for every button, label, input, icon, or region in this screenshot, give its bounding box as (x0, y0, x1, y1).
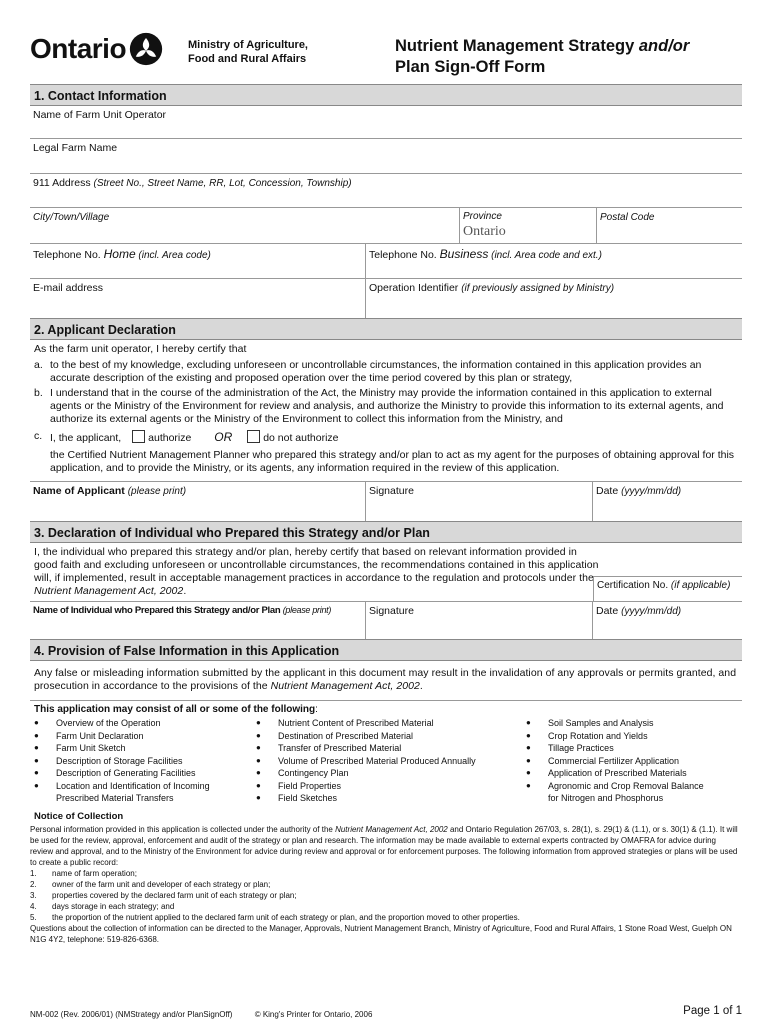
form-number: NM-002 (Rev. 2006/01) (NMStrategy and/or PlanSignOff) (30, 1010, 233, 1019)
contents-list-item: ● Field Properties (256, 780, 342, 791)
declaration-item-b: b. I understand that in the course of the administration of the Act, the Ministry may provide the information contained in this application to external agents or the Ministry of the Environment for review and analysis, and authorize the Ministry to provide this information to its external agents, and authorize its external agents or the Ministry of the Environment to collect this information from the Ministry, and (34, 387, 724, 425)
contents-list-item: ● Agronomic and Crop Removal Balance for Nitrogen and Phosphorus (526, 780, 704, 803)
logo-wordmark: Ontario (30, 33, 127, 64)
province-field[interactable]: Province Ontario (460, 208, 597, 243)
bullet-icon: ● (256, 743, 261, 752)
public-record-list (30, 868, 738, 923)
sign-off-form (30, 84, 742, 945)
do-not-authorize-checkbox[interactable] (247, 430, 260, 443)
telephone-home-field[interactable]: Telephone No. Home (incl. Area code) (30, 244, 366, 278)
city-field[interactable]: City/Town/Village (30, 208, 460, 243)
public-record-item: 3. properties covered by the declared farm unit of each strategy or plan; (30, 890, 297, 900)
contents-column-1 (34, 717, 256, 805)
contents-list-item: ● Application of Prescribed Materials (526, 768, 687, 778)
section-1-heading: 1. Contact Information (30, 84, 742, 106)
email-field[interactable]: E-mail address (30, 279, 366, 318)
contents-list-item: ● Farm Unit Declaration (34, 730, 144, 741)
ontario-logo (30, 32, 163, 66)
page-number: Page 1 of 1 (683, 1005, 742, 1017)
ministry-name: Ministry of Agriculture, Food and Rural Affairs (188, 39, 308, 65)
form-footer (30, 1005, 742, 1019)
contents-list-item: ● Transfer of Prescribed Material (256, 743, 402, 753)
contents-list-item: ● Field Sketches (256, 793, 338, 803)
bullet-icon: ● (526, 743, 531, 752)
section-3-heading: 3. Declaration of Individual who Prepared this Strategy and/or Plan (30, 521, 742, 543)
declaration-item-c: c. I, the applicant, authorize OR do not authorize the Certified Nutrient Management Planner who prepared this strategy and/or plan to act as my agent for the purposes of obtaining approval for this application, and to provide the Ministry, or its agents, any information required in the review of this application. (34, 430, 735, 474)
bullet-icon: ● (526, 780, 531, 790)
application-contents-heading: This application may consist of all or some of the following: (30, 700, 742, 715)
contents-list-item: ● Crop Rotation and Yields (526, 730, 648, 741)
applicant-signature-field[interactable]: Signature (366, 482, 593, 521)
public-record-item: 1. name of farm operation; (30, 868, 137, 878)
preparer-name-field[interactable]: Name of Individual who Prepared this Strategy and/or Plan (please print) (30, 602, 366, 639)
false-information-text: Any false or misleading information submitted by the applicant in this document may result in the invalidation of any approvals or permits granted, and prosecution in accordance to the provisions of the Nutrient Management Act, 2002. (34, 667, 737, 692)
operation-identifier-field[interactable]: Operation Identifier (if previously assigned by Ministry) (369, 282, 615, 294)
application-contents-list (30, 715, 742, 805)
bullet-icon: ● (34, 768, 39, 777)
bullet-icon: ● (526, 718, 531, 727)
telephone-business-field[interactable]: Telephone No. Business (incl. Area code and ext.) (369, 247, 602, 261)
notice-of-collection-heading: Notice of Collection (34, 810, 124, 822)
bullet-icon: ● (256, 718, 261, 727)
certification-number-field[interactable]: Certification No. (if applicable) (593, 576, 742, 602)
address-field[interactable]: 911 Address (Street No., Street Name, RR, Lot, Concession, Township) (30, 174, 742, 208)
section-4-heading: 4. Provision of False Information in this Application (30, 639, 742, 661)
farm-operator-field[interactable]: Name of Farm Unit Operator (30, 106, 742, 139)
legal-farm-name-field[interactable]: Legal Farm Name (30, 139, 742, 174)
contents-list-item: ● Nutrient Content of Prescribed Material (256, 718, 434, 728)
contents-list-item: ● Destination of Prescribed Material (256, 730, 414, 741)
copyright: © King's Printer for Ontario, 2006 (254, 1010, 373, 1019)
postal-code-field[interactable]: Postal Code (600, 212, 655, 223)
contents-list-item: ● Farm Unit Sketch (34, 743, 126, 753)
bullet-icon: ● (526, 768, 531, 777)
bullet-icon: ● (34, 718, 39, 727)
contents-column-3 (526, 717, 742, 805)
declaration-item-a: a. to the best of my knowledge, excluding unforeseen or uncontrollable circumstances, the information contained in this application provides an accurate description of the existing and proposed operation over the time period covered by this plan or strategy, (34, 359, 702, 384)
form-title: Nutrient Management Strategy and/or Plan Sign-Off Form (395, 37, 690, 76)
contents-list-item: ● Location and Identification of Incoming Prescribed Material Transfers (34, 780, 210, 803)
applicant-date-field[interactable]: Date (yyyy/mm/dd) (596, 485, 682, 497)
bullet-icon: ● (256, 793, 261, 802)
contents-list-item: ● Contingency Plan (256, 768, 349, 778)
bullet-icon: ● (34, 780, 39, 790)
contents-list-item: ● Volume of Prescribed Material Produced Annually (256, 755, 476, 766)
authorize-checkbox[interactable] (132, 430, 145, 443)
contents-list-item: ● Overview of the Operation (34, 718, 161, 728)
notice-of-collection-text: Personal information provided in this application is collected under the authority of the Nutrient Management Act, 2002 and Ontario Regulation 267/03, s. 28(1), s. 29(1) & (1.1), or s. 30(1) & (1.1). It will be used for the review, approval, enforcement and audit of the strategy or plan and research. The information may be made available to external experts contracted by OMAFRA for advice during review and approval, and to the Ministry of the Environment for advice during review and approval or for enforcement purposes. The following information from approved strategies or plans will be used to create a public record: 1. name of farm operation; 2. owner of the farm unit and developer of each strategy or plan; 3. properties covered by the declared farm unit of each strategy or plan; 4. days storage in each strategy; and 5. the proportion of the nutrient applied to the declared farm unit of each strategy or plan, and the proportion moved to other properties. Questions about the collection of information can be directed to the Manager, Approvals, Nutrient Management Branch, Ministry of Agriculture, Food and Rural Affairs, 1 Stone Road West, Guelph ON N1G 4Y2, telephone: 519-826-6368. (30, 824, 738, 944)
preparer-date-field[interactable]: Date (yyyy/mm/dd) (596, 605, 682, 617)
bullet-icon: ● (526, 730, 531, 740)
contents-list-item: ● Soil Samples and Analysis (526, 718, 654, 728)
bullet-icon: ● (256, 755, 261, 765)
bullet-icon: ● (34, 743, 39, 752)
public-record-item: 2. owner of the farm unit and developer of each strategy or plan; (30, 879, 271, 889)
bullet-icon: ● (256, 780, 261, 790)
preparer-signature-field[interactable]: Signature (366, 602, 593, 639)
contents-list-item: ● Tillage Practices (526, 743, 614, 753)
trillium-icon (129, 32, 163, 66)
bullet-icon: ● (34, 755, 39, 765)
public-record-item: 5. the proportion of the nutrient applied to the declared farm unit of each strategy or plan, and the proportion moved to other properties. (30, 912, 520, 922)
contents-list-item: ● Description of Storage Facilities (34, 755, 183, 766)
bullet-icon: ● (34, 730, 39, 740)
form-header (30, 20, 742, 82)
section-2-heading: 2. Applicant Declaration (30, 318, 742, 340)
contents-list-item: ● Description of Generating Facilities (34, 768, 196, 778)
declaration-intro: As the farm unit operator, I hereby certify that (34, 343, 247, 355)
bullet-icon: ● (526, 755, 531, 765)
preparer-declaration: I, the individual who prepared this strategy and/or plan, hereby certify that based on relevant information provided in good faith and excluding unforeseen or uncontrollable circumstances, the recommendations contained in this application will, if implemented, result in acceptable management practices in accordance to the regulation and protocols under the Nutrient Management Act, 2002. (34, 546, 599, 597)
bullet-icon: ● (256, 768, 261, 777)
applicant-name-field[interactable]: Name of Applicant (please print) (30, 482, 366, 521)
bullet-icon: ● (256, 730, 261, 740)
public-record-item: 4. days storage in each strategy; and (30, 901, 175, 911)
contents-list-item: ● Commercial Fertilizer Application (526, 755, 680, 766)
contents-column-2 (256, 717, 526, 805)
province-value: Ontario (463, 224, 506, 239)
